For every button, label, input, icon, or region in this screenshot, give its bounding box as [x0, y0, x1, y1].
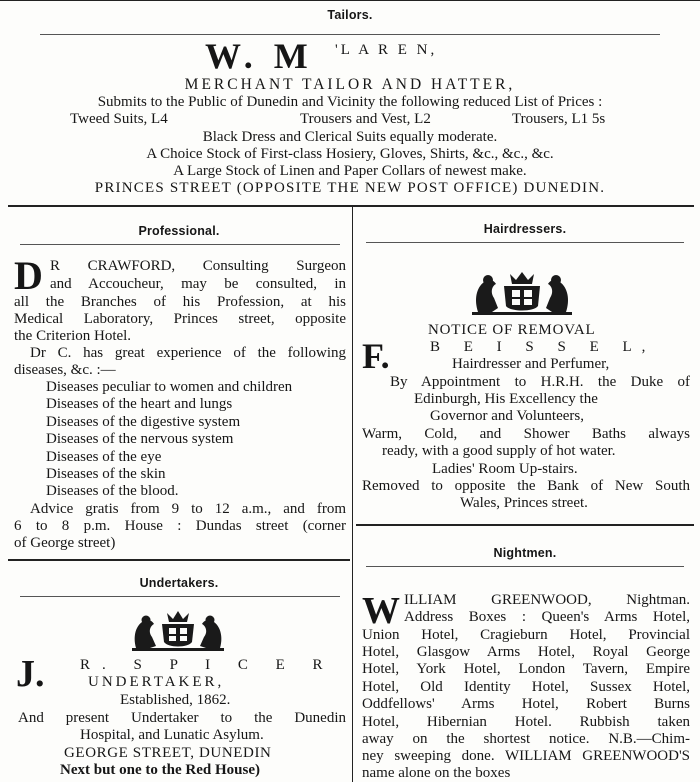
professional-line-7: diseases, &c. :—	[14, 362, 116, 378]
hairdressers-heading: Hairdressers.	[483, 222, 567, 236]
undertaker-crest-icon	[128, 608, 228, 652]
tailors-name-rest: 'L A R E N,	[335, 42, 438, 58]
disease-item: Diseases of the eye	[46, 449, 162, 465]
tailors-name-block	[0, 38, 700, 74]
hairdressers-bottom-rule	[356, 524, 694, 526]
hairdressers-line-6: ready, with a good supply of hot water.	[382, 443, 616, 459]
disease-item: Diseases peculiar to women and children	[46, 379, 293, 395]
professional-line-3: all the Branches of his Profession, at his	[14, 294, 346, 310]
professional-line-6: Dr C. has great experience of the following	[30, 345, 346, 361]
undertakers-line-2: Established, 1862.	[120, 692, 231, 708]
undertakers-dropcap: J.	[16, 653, 45, 695]
tailors-line-3: Black Dress and Clerical Suits equally moderate.	[202, 129, 498, 145]
professional-line-5: the Criterion Hotel.	[14, 328, 132, 344]
professional-dropcap: D	[14, 253, 43, 298]
tailors-price-vest: Trousers and Vest, L2	[300, 111, 431, 127]
professional-footer-1: Advice gratis from 9 to 12 a.m., and from	[30, 501, 346, 517]
column-divider	[352, 207, 353, 782]
nightmen-line-11: name alone on the boxes	[362, 765, 511, 781]
nightmen-dropcap: W	[362, 590, 400, 632]
professional-footer-3: of George street)	[14, 535, 116, 551]
tailors-line-4: A Choice Stock of First-class Hosiery, Gloves, Shirts, &c., &c., &c.	[146, 146, 554, 162]
undertakers-line-1: UNDERTAKER,	[88, 674, 225, 690]
undertakers-line-5: GEORGE STREET, DUNEDIN	[64, 745, 272, 761]
disease-item: Diseases of the heart and lungs	[46, 396, 233, 412]
hairdressers-line-5: Warm, Cold, and Shower Baths always	[362, 426, 690, 442]
tailors-heading: Tailors.	[327, 8, 373, 22]
royal-crest-icon	[468, 268, 576, 316]
tailors-name-initial: W. M	[205, 36, 314, 76]
nightmen-line-4: Hotel, Glasgow Arms Hotel, Royal George	[362, 644, 690, 660]
professional-line-1: R CRAWFORD, Consulting Surgeon	[50, 258, 346, 274]
undertakers-line-3: And present Undertaker to the Dunedin	[18, 710, 346, 726]
nightmen-line-5: Hotel, York Hotel, London Tavern, Empire	[362, 661, 690, 677]
professional-line-4: Medical Laboratory, Princes street, opposite	[14, 311, 346, 327]
nightmen-line-2: Address Boxes : Queen's Arms Hotel,	[404, 609, 690, 625]
nightmen-line-8: Hotel, Hibernian Hotel. Rubbish taken	[362, 714, 690, 730]
disease-item: Diseases of the skin	[46, 466, 166, 482]
undertakers-heading: Undertakers.	[139, 576, 219, 590]
nightmen-line-7: Oddfellows' Arms Hotel, Robert Burns	[362, 696, 690, 712]
undertakers-heading-underline	[20, 596, 340, 597]
nightmen-line-6: Hotel, Old Identity Hotel, Sussex Hotel,	[362, 679, 690, 695]
hairdressers-line-4: Governor and Volunteers,	[430, 408, 584, 424]
undertakers-name: R. S P I C E R	[80, 657, 335, 673]
tailors-heading-underline	[40, 34, 660, 35]
tailors-line-1: Submits to the Public of Dunedin and Vicinity the following reduced List of Prices :	[97, 94, 603, 110]
hairdressers-notice: NOTICE OF REMOVAL	[428, 322, 596, 338]
hairdressers-line-3: Edinburgh, His Excellency the	[414, 391, 598, 407]
top-rule	[0, 0, 700, 1]
nightmen-line-1: ILLIAM GREENWOOD, Nightman.	[404, 592, 690, 608]
tailors-trade: MERCHANT TAILOR AND HATTER,	[184, 76, 516, 93]
tailors-line-5: A Large Stock of Linen and Paper Collars of newest make.	[173, 163, 527, 179]
nightmen-heading: Nightmen.	[493, 546, 557, 560]
disease-item: Diseases of the nervous system	[46, 431, 234, 447]
professional-line-2: and Accoucheur, may be consulted, in	[50, 276, 346, 292]
disease-item: Diseases of the blood.	[46, 483, 179, 499]
hairdressers-line-2: By Appointment to H.R.H. the Duke of	[390, 374, 690, 390]
nightmen-line-10: ney sweeping done. WILLIAM GREENWOOD'S	[362, 748, 690, 764]
hairdressers-name: B E I S S E L,	[430, 339, 656, 355]
professional-heading-underline	[20, 244, 340, 245]
professional-heading: Professional.	[138, 224, 220, 238]
disease-item: Diseases of the digestive system	[46, 414, 241, 430]
hairdressers-line-8: Removed to opposite the Bank of New South	[362, 478, 690, 494]
hairdressers-line-7: Ladies' Room Up-stairs.	[432, 461, 578, 477]
undertakers-line-4: Hospital, and Lunatic Asylum.	[80, 727, 264, 743]
tailors-bottom-rule	[8, 205, 694, 207]
tailors-price-trousers: Trousers, L1 5s	[512, 111, 606, 127]
nightmen-heading-underline	[366, 566, 684, 567]
hairdressers-line-1: Hairdresser and Perfumer,	[452, 356, 610, 372]
professional-footer-2: 6 to 8 p.m. House : Dundas street (corner	[14, 518, 346, 534]
nightmen-line-9: away on the shortest notice. N.B.—Chim-	[362, 731, 690, 747]
tailors-address: PRINCES STREET (OPPOSITE THE NEW POST OFFICE) DUNEDIN.	[94, 180, 606, 196]
tailors-price-tweed: Tweed Suits, L4	[70, 111, 168, 127]
hairdressers-dropcap: F.	[362, 336, 390, 376]
hairdressers-heading-underline	[366, 242, 684, 243]
professional-bottom-rule	[8, 559, 350, 561]
nightmen-line-3: Union Hotel, Cragieburn Hotel, Provincial	[362, 627, 690, 643]
undertakers-line-6: Next but one to the Red House)	[60, 762, 260, 778]
hairdressers-line-9: Wales, Princes street.	[460, 495, 588, 511]
